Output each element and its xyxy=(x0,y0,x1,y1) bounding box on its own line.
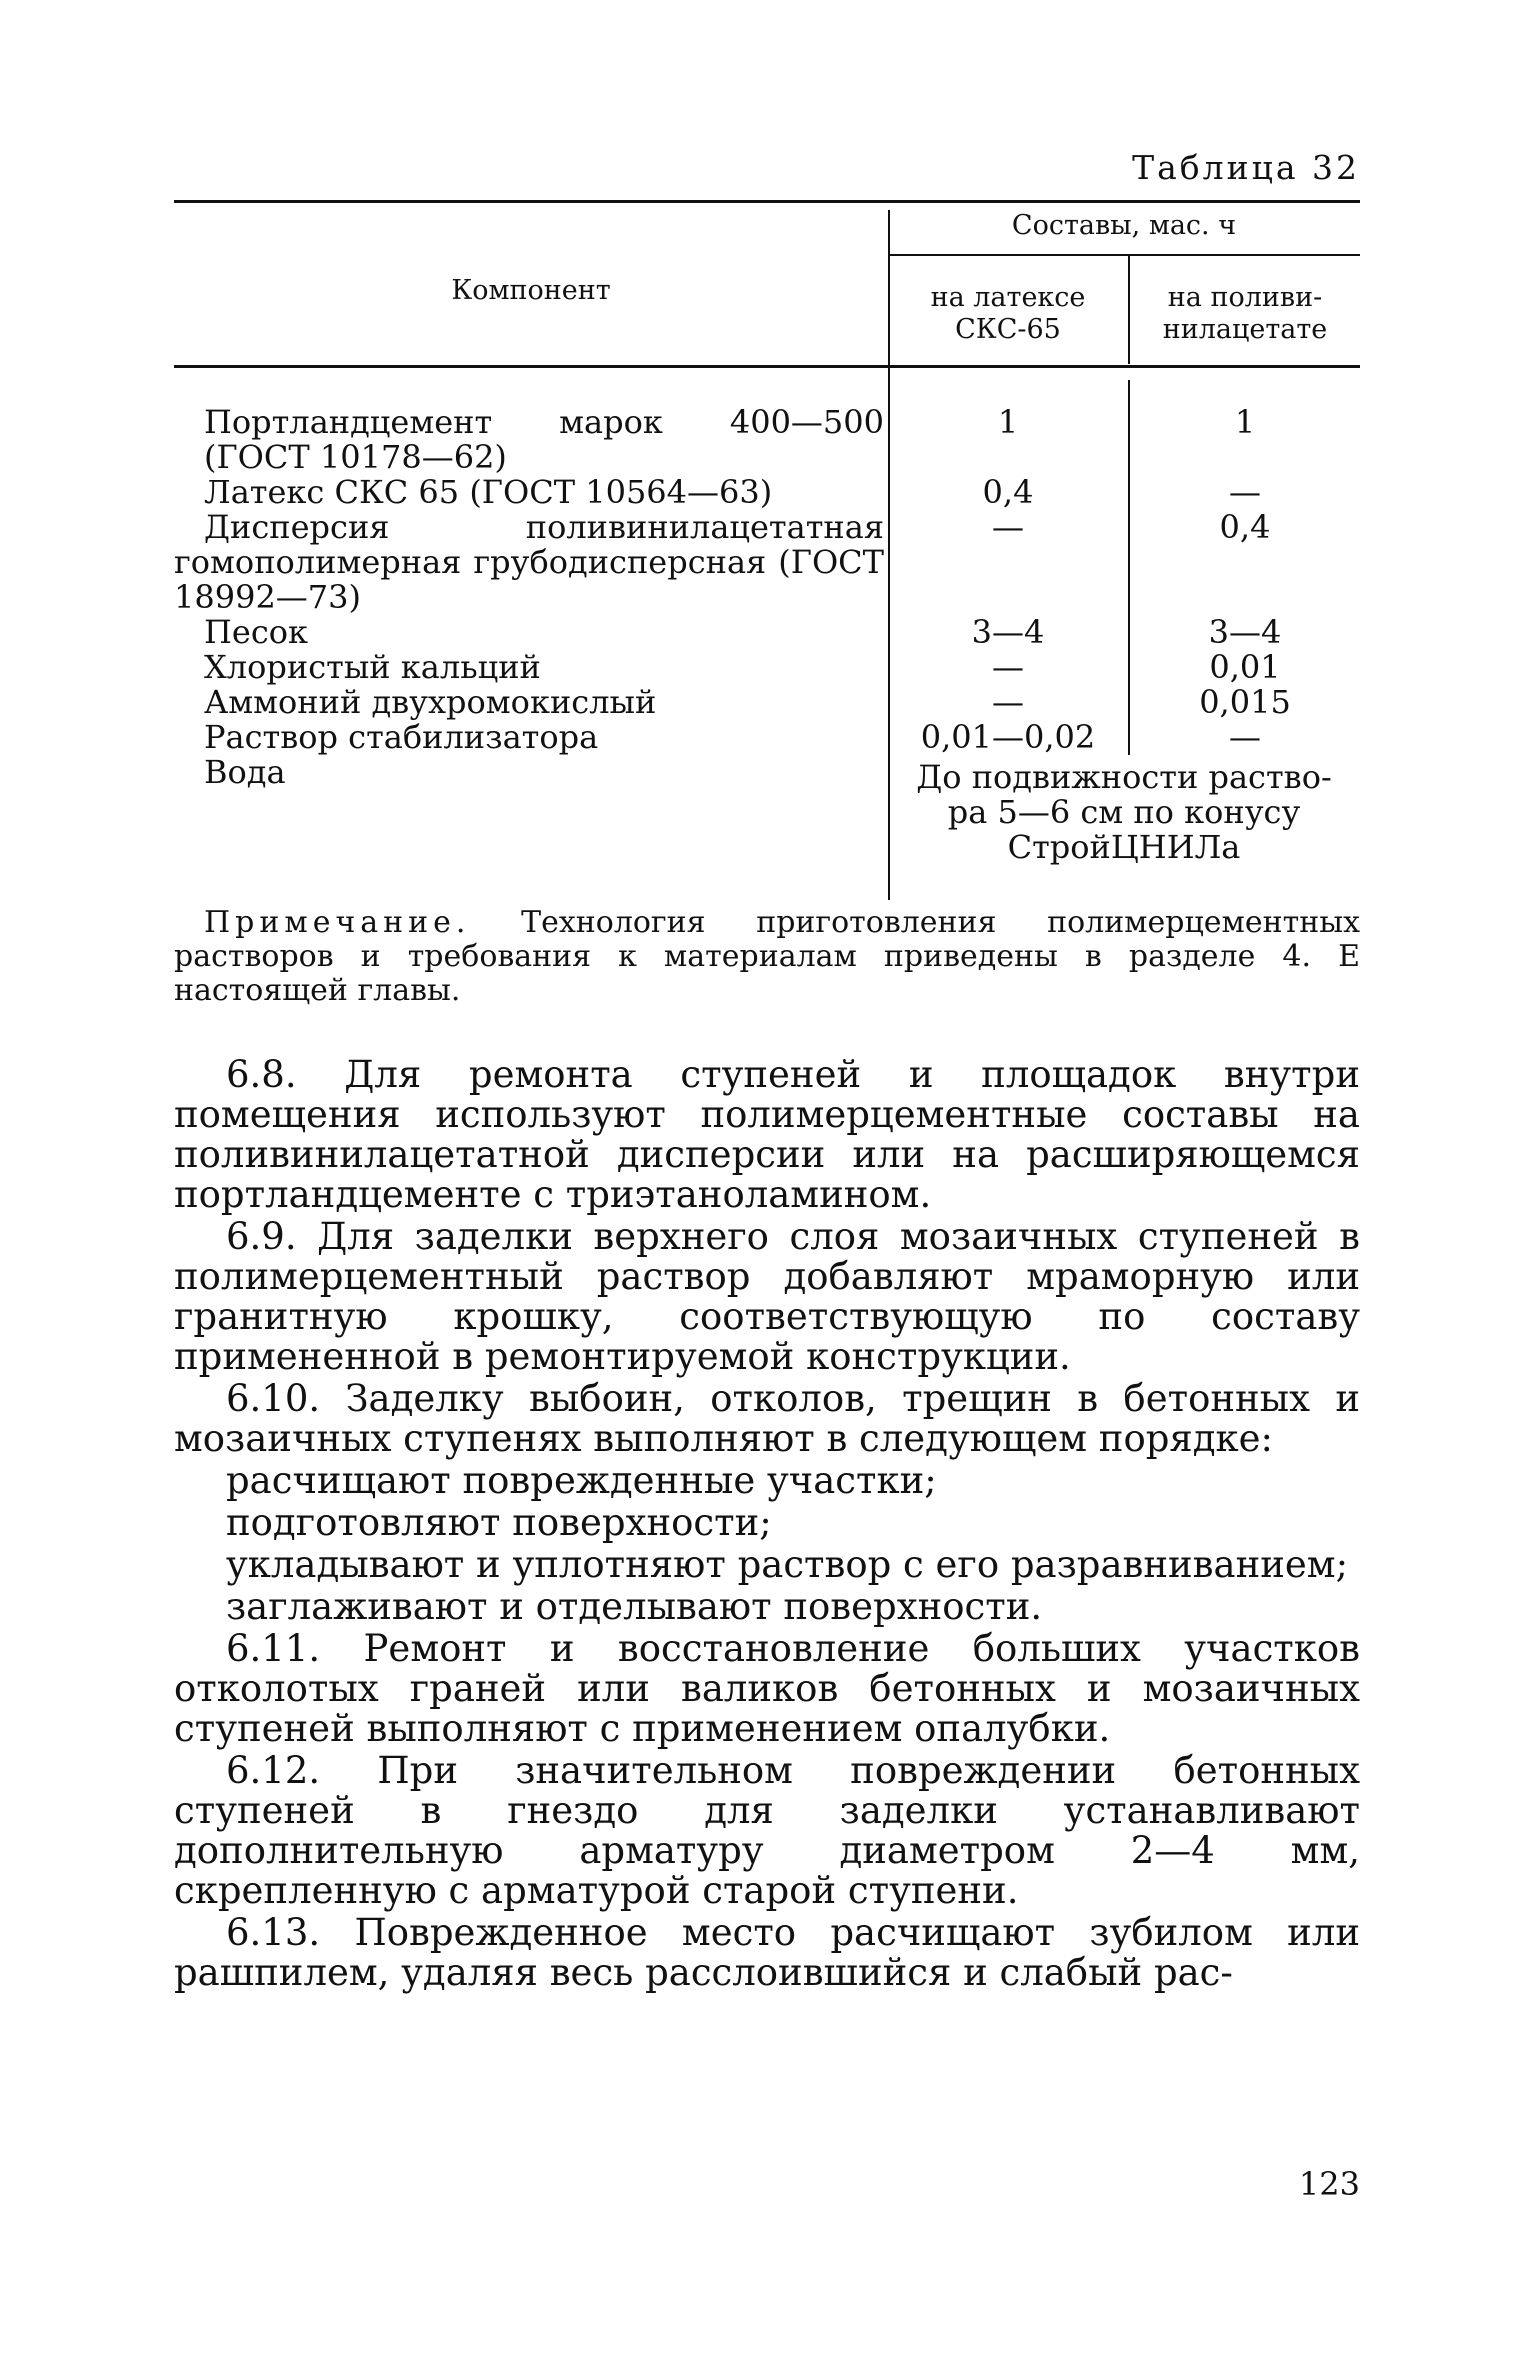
paragraph-6-12: 6.12. При значительном повреждении бетонных ступеней в гнездо для заделки устанавливают дополнительную арматуру диаметром 2—4 мм, скрепленную с арматурой старой ступени. xyxy=(174,1749,1360,1912)
value-sand-pva: 3—4 xyxy=(1208,613,1282,651)
table-note xyxy=(174,906,1360,1008)
paragraph-6-13: 6.13. Поврежденное место расчищают зубилом или рашпилем, удаляя весь расслоившийся и слабый рас- xyxy=(174,1911,1360,1994)
component-ammonium: Аммоний двухромокислый xyxy=(204,683,657,721)
value-calcium-pva: 0,01 xyxy=(1209,648,1281,686)
header-group: Составы, мас. ч xyxy=(1011,210,1237,241)
water-note-line2: ра 5—6 см по конусу xyxy=(947,793,1301,831)
table-header-rule xyxy=(174,365,1360,368)
component-stabilizer: Раствор стабилизатора xyxy=(204,718,599,756)
value-sand-latex: 3—4 xyxy=(971,613,1045,651)
value-dispersion-latex: — xyxy=(992,508,1024,546)
header-col2-line2: нилацетате xyxy=(1162,314,1328,345)
component-column xyxy=(174,403,884,791)
paragraph-6-11: 6.11. Ремонт и восстановление больших участков отколотых граней или валиков бетонных и мозаичных ступеней выполняют с применением опалубки. xyxy=(174,1627,1360,1750)
header-col2-line1: на поливи- xyxy=(1167,282,1323,313)
component-latex: Латекс СКС 65 (ГОСТ 10564—63) xyxy=(204,473,773,511)
paragraph-6-10: 6.10. Заделку выбоин, отколов, трещин в бетонных и мозаичных ступенях выполняют в следующем порядке: xyxy=(174,1377,1360,1460)
header-col2 xyxy=(1130,282,1360,346)
note-text: Технология приготовления полимерцементных растворов и требования к материалам приведены в разделе 4. Е настоящей главы. xyxy=(174,905,1360,1008)
header-col1-line2: СКС-65 xyxy=(955,314,1061,345)
header-col1 xyxy=(888,282,1128,346)
value-dispersion-pva: 0,4 xyxy=(1219,508,1271,546)
value-ammonium-pva: 0,015 xyxy=(1199,683,1291,721)
step-lay: укладывают и уплотняют раствор с его разравниванием; xyxy=(226,1543,1349,1586)
component-sand: Песок xyxy=(204,613,309,651)
page-number: 123 xyxy=(1298,2165,1360,2203)
step-clean: расчищают поврежденные участки; xyxy=(226,1459,937,1502)
component-water: Вода xyxy=(204,753,286,791)
page xyxy=(174,0,1360,2363)
note-label: Примечание. xyxy=(204,905,471,940)
value-stabilizer-pva: — xyxy=(1229,718,1261,756)
value-cement-latex: 1 xyxy=(997,403,1019,441)
paragraph-6-9: 6.9. Для заделки верхнего слоя мозаичных ступеней в полимерцементный раствор добавляют мраморную или гранитную крошку, соответствующую по составу примененной в ремонтируемой конструкции. xyxy=(174,1215,1360,1378)
step-smooth: заглаживают и отделывают поверхности. xyxy=(226,1585,1043,1628)
header-group-rule xyxy=(888,254,1360,256)
value-calcium-latex: — xyxy=(992,648,1024,686)
water-note-line3: СтройЦНИЛа xyxy=(1007,828,1241,866)
water-note-line1: До подвижности раство- xyxy=(916,758,1332,796)
water-note xyxy=(888,760,1360,865)
value-latex-latex: 0,4 xyxy=(982,473,1034,511)
paragraph-6-8: 6.8. Для ремонта ступеней и площадок внутри помещения используют полимерцементные составы на поливинилацетатной дисперсии или на расширяющемся портландцементе с триэтаноламином. xyxy=(174,1053,1360,1216)
component-cement: Портландцемент марок 400—500 (ГОСТ 10178—62) xyxy=(204,403,884,476)
header-component: Компонент xyxy=(451,275,611,306)
value-ammonium-latex: — xyxy=(992,683,1024,721)
table-caption: Таблица 32 xyxy=(1132,148,1360,187)
value-stabilizer-latex: 0,01—0,02 xyxy=(920,718,1096,756)
value-cement-pva: 1 xyxy=(1234,403,1256,441)
component-dispersion: Дисперсия поливинилацетатная гомополимерная грубодисперсная (ГОСТ 18992—73) xyxy=(174,508,884,616)
component-calcium-chloride: Хлористый кальций xyxy=(204,648,541,686)
body-text xyxy=(174,1055,1360,1995)
value-latex-pva: — xyxy=(1229,473,1261,511)
table-top-rule xyxy=(174,200,1360,203)
header-col1-line1: на латексе xyxy=(930,282,1086,313)
step-prepare: подготовляют поверхности; xyxy=(226,1501,772,1544)
